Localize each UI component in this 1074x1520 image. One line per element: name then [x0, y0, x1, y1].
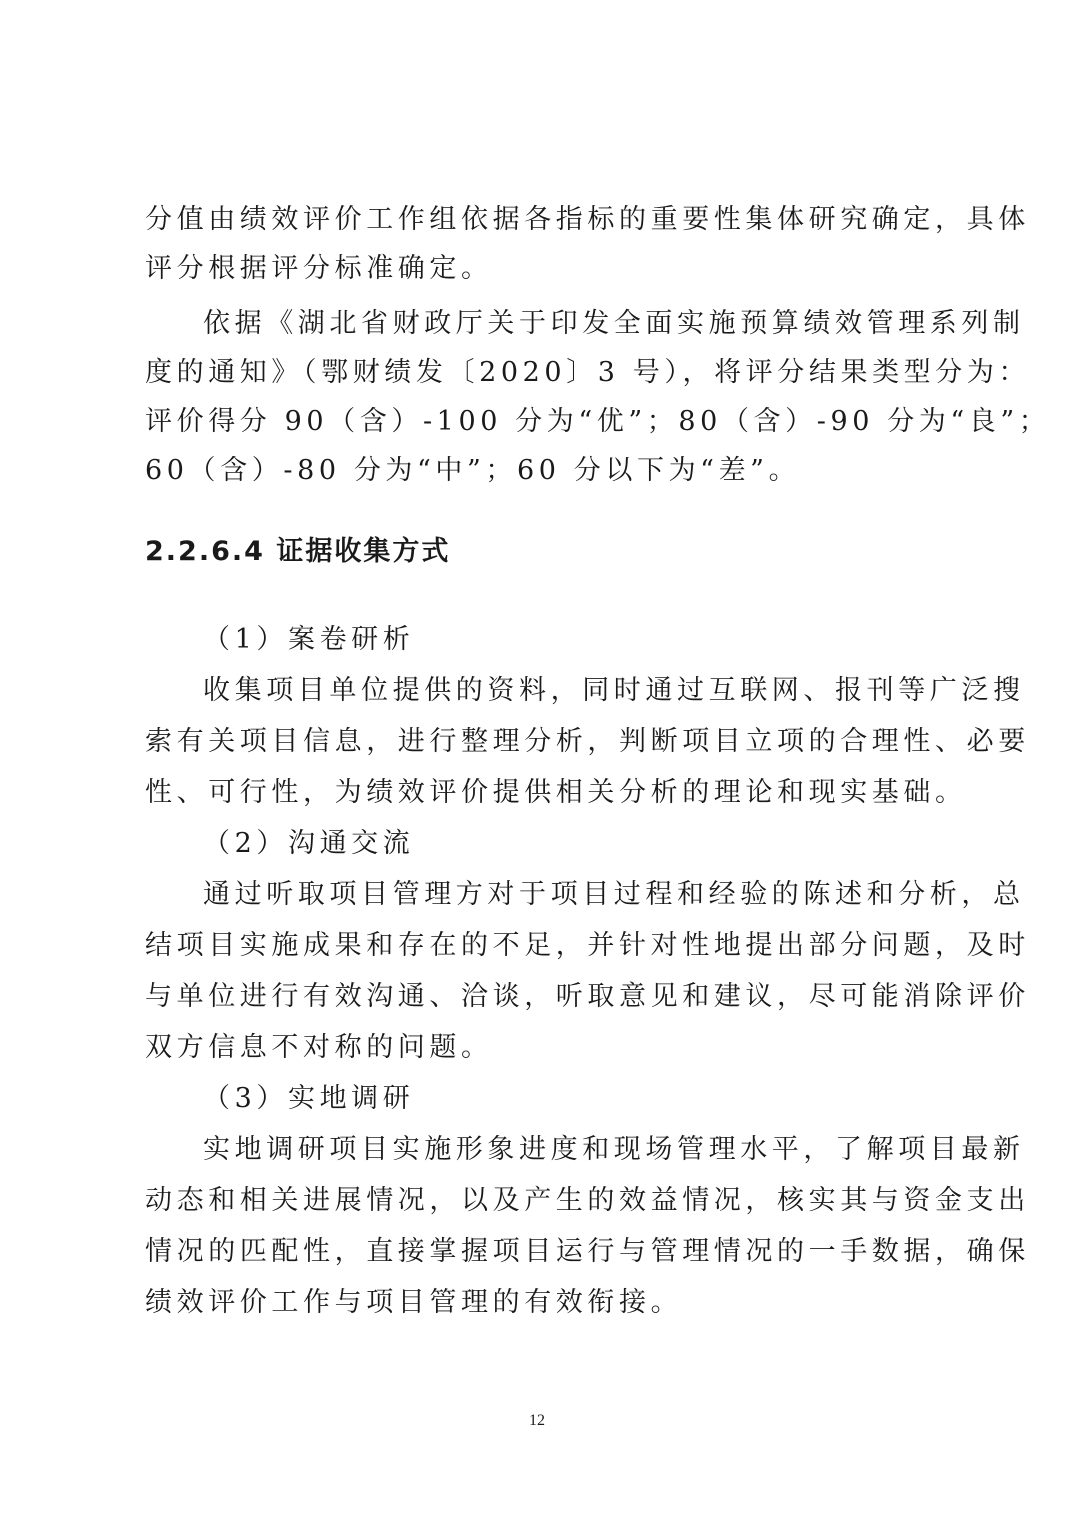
paragraph-line: 与单位进行有效沟通、洽谈，听取意见和建议，尽可能消除评价	[145, 981, 1030, 1012]
paragraph-line: 评分根据评分标准确定。	[145, 253, 493, 284]
paragraph-line: 动态和相关进展情况，以及产生的效益情况，核实其与资金支出	[145, 1185, 1030, 1216]
paragraph-line: 性、可行性，为绩效评价提供相关分析的理论和现实基础。	[145, 777, 967, 808]
method-title: （1）案卷研析	[203, 624, 415, 655]
page-number: 12	[529, 1412, 545, 1429]
paragraph-line: 双方信息不对称的问题。	[145, 1032, 493, 1063]
paragraph-line: 度的通知》（鄂财绩发〔2020〕3 号），将评分结果类型分为：	[145, 357, 1031, 388]
paragraph-line: 结项目实施成果和存在的不足，并针对性地提出部分问题，及时	[145, 930, 1030, 961]
paragraph-line: 绩效评价工作与项目管理的有效衔接。	[145, 1287, 683, 1318]
paragraph-line: 情况的匹配性，直接掌握项目运行与管理情况的一手数据，确保	[145, 1236, 1030, 1267]
paragraph-line: 收集项目单位提供的资料，同时通过互联网、报刊等广泛搜	[203, 675, 1025, 706]
paragraph-line: 依据《湖北省财政厅关于印发全面实施预算绩效管理系列制	[203, 308, 1025, 339]
paragraph-line: 实地调研项目实施形象进度和现场管理水平，了解项目最新	[203, 1134, 1025, 1165]
method-title: （3）实地调研	[203, 1083, 415, 1114]
paragraph-line: 分值由绩效评价工作组依据各指标的重要性集体研究确定，具体	[145, 204, 1030, 235]
paragraph-line: 通过听取项目管理方对于项目过程和经验的陈述和分析，总	[203, 879, 1025, 910]
paragraph-line: 索有关项目信息，进行整理分析，判断项目立项的合理性、必要	[145, 726, 1030, 757]
paragraph-line: 评价得分 90（含）-100 分为“优”；80（含）-90 分为“良”；	[145, 406, 1051, 437]
paragraph-line: 60（含）-80 分为“中”；60 分以下为“差”。	[145, 455, 801, 486]
section-heading: 2.2.6.4 证据收集方式	[145, 536, 451, 567]
method-title: （2）沟通交流	[203, 828, 415, 859]
